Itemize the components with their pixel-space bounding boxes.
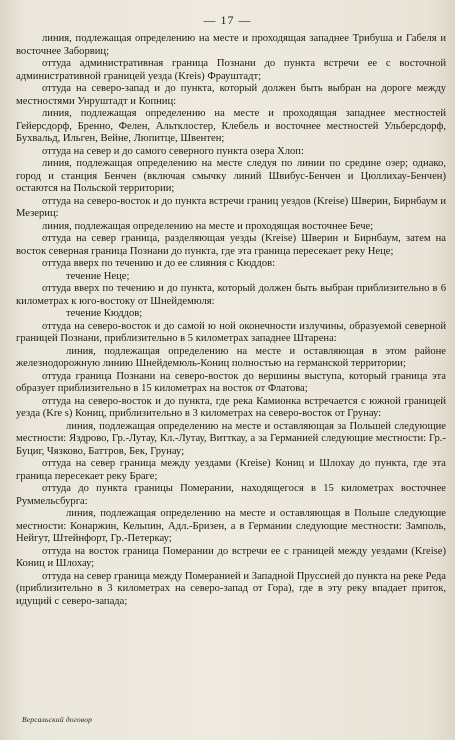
paragraph: линия, подлежащая определению на месте и оставляющая за Польшей следующие местности: Яздрово, Гр.-Лутау, Кл.-Лутау, Витткау, а за Германией следующие местности: Гр.-Буциг, Чязково, Баттров, Бек, Грунау; [16, 420, 446, 457]
paragraph: оттуда до пункта границы Померании, находящегося в 15 километрах восточнее Руммельсбурга: [16, 483, 446, 507]
paragraph: оттуда на север граница между Померанией и Западной Пруссией до пункта на реке Реда (приблизительно в 3 километрах на северо-запад от Гора), где в эту реку впадает приток, идущий с северо-запада; [16, 570, 446, 607]
paragraph: линия, подлежащая определению на месте и проходящая западнее местностей Гейерсдорф, Бренно, Фелен, Альтклостер, Клебель и восточнее местностей Ульберсдорф, Бухвальд, Ильген, Вейне, Люпитце, Швентен; [16, 108, 446, 144]
paragraph: линия, подлежащая определению на месте и оставляющая в этом районе железнодорожную линию Шнейдемюль-Кониц полностью на германской территории; [16, 345, 446, 369]
paragraph: оттуда на северо-запад и до пункта, который должен быть выбран на дороге между местностями Унруштадт и Копниц: [16, 83, 446, 107]
paragraph: оттуда на северо-восток и до самой ю ной оконечности излучины, образуемой северной границей Познани, приблизительно в 5 километрах западнее Штарена: [16, 320, 446, 344]
paragraph: оттуда на север и до самого северного пункта озера Хлоп: [42, 145, 304, 157]
paragraph: оттуда на восток граница Померании до встречи ее с границей между уездами (Kreise) Кониц и Шлохау; [16, 545, 446, 569]
paragraph: течение Неце; [66, 270, 130, 282]
paragraph: оттуда вверх по течению и до ее слияния с Кюддов: [42, 258, 276, 269]
paragraph: оттуда вверх по течению и до пункта, который должен быть выбран приблизительно в 6 километрах к юго-востоку от Шнейдемюля: [16, 283, 446, 307]
paragraph: оттуда на север граница между уездами (Kreise) Кониц и Шлохау до пункта, где эта граница пересекает реку Браге; [16, 458, 446, 482]
paragraph: линия, подлежащая определению на месте следуя по линии по средине озер; однако, город и станция Бенчен (включая смычку линий Швибус-Бенчен и Цюллихау-Бенчен) остаются на Польской территории; [16, 158, 446, 194]
page-number: — 17 — [203, 13, 252, 27]
paragraph: оттуда на северо-восток и до пункта, где река Камионка встречается с южной границей уезда (Kre s) Кониц, приблизительно в 3 километрах на северо-восток от Грунау: [16, 395, 446, 419]
paragraph: линия, подлежащая определению на месте и оставляющая в Польше следующие местности: Конаржин, Кельпин, Адл.-Бризен, а в Германии следующие местности: Замполь, Нейгут, Штейнфорт, Гр.-Петеркау; [16, 508, 446, 544]
paragraph: линия, подлежащая определению на месте и проходящая западнее Трибуша и Габеля и восточнее Заборвиц; [16, 33, 446, 57]
paragraph: оттуда на север граница, разделяющая уезды (Kreise) Шверин и Бирнбаум, затем на восток северная граница Познани до пункта, где эта граница пересекает реку Неце; [16, 233, 446, 257]
paragraph: оттуда на северо-восток и до пункта встречи границ уездов (Kreise) Шверин, Бирнбаум и Мезериц: [16, 195, 446, 219]
paragraph: оттуда граница Познани на северо-восток до вершины выступа, который граница эта образует приблизительно в 15 километрах на восток от Флатова; [16, 370, 446, 394]
treaty-text [16, 33, 446, 608]
footer-note: Версальский договор [22, 715, 93, 724]
paragraph: течение Кюддов; [66, 308, 143, 319]
paragraph: оттуда административная граница Познани до пункта встречи ее с восточной административной границей уезда (Kreis) Фрауштадт; [16, 58, 446, 82]
paragraph: линия, подлежащая определению на месте и проходящая восточнее Бече; [42, 220, 374, 232]
